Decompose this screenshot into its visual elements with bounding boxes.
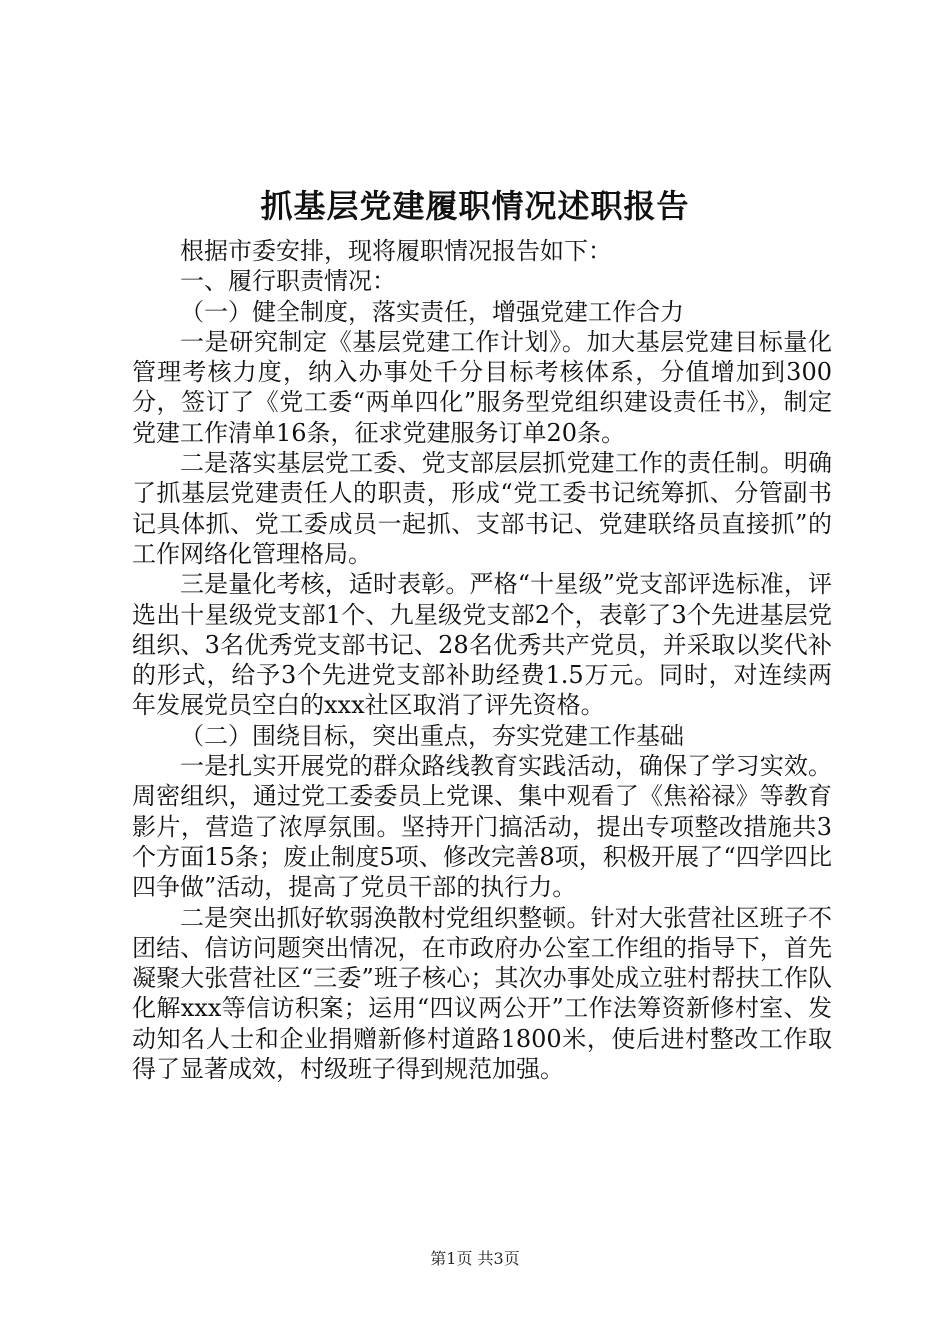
paragraph: 二是落实基层党工委、党支部层层抓党建工作的责任制。明确了抓基层党建责任人的职责，形成“党工委书记统筹抓、分管副书记具体抓、党工委成员一起抓、支部书记、党建联络员直接抓”的工作网络化管理格局。 [132, 449, 832, 568]
paragraph: 二是突出抓好软弱涣散村党组织整顿。针对大张营社区班子不团结、信访问题突出情况，在市政府办公室工作组的指导下，首先凝聚大张营社区“三委”班子核心；其次办事处成立驻村帮扶工作队化解xxx等信访积案；运用“四议两公开”工作法筹资新修村室、发动知名人士和企业捐赠新修村道路1800米，使后进村整改工作取得了显著成效，村级班子得到规范加强。 [132, 903, 832, 1084]
paragraph-intro: 根据市委安排，现将履职情况报告如下： [180, 237, 612, 265]
paragraph: 三是量化考核，适时表彰。严格“十星级”党支部评选标准，评选出十星级党支部1个、九星级党支部2个，表彰了3个先进基层党组织、3名优秀党支部书记、28名优秀共产党员，并采取以奖代补的形式，给予3个先进党支部补助经费1.5万元。同时，对连续两年发展党员空白的xxx社区取消了评先资格。 [132, 570, 832, 720]
section-heading: 一、履行职责情况： [180, 267, 396, 296]
document-title: 抓基层党建履职情况述职报告 [260, 187, 690, 225]
document-body [132, 236, 832, 1084]
page-footer: 第1页 共3页 [430, 1249, 520, 1268]
paragraph: 一是扎实开展党的群众路线教育实践活动，确保了学习实效。周密组织，通过党工委委员上党课、集中观看了《焦裕禄》等教育影片，营造了浓厚氛围。坚持开门搞活动，提出专项整改措施共3个方面15条；废止制度5项、修改完善8项，积极开展了“四学四比四争做”活动，提高了党员干部的执行力。 [132, 752, 832, 902]
subsection-heading: （二）围绕目标，突出重点，夯实党建工作基础 [180, 721, 684, 750]
subsection-heading: （一）健全制度，落实责任，增强党建工作合力 [180, 297, 684, 326]
paragraph: 一是研究制定《基层党建工作计划》。加大基层党建目标量化管理考核力度，纳入办事处千分目标考核体系，分值增加到300分，签订了《党工委“两单四化”服务型党组织建设责任书》，制定党建工作清单16条，征求党建服务订单20条。 [132, 327, 832, 447]
